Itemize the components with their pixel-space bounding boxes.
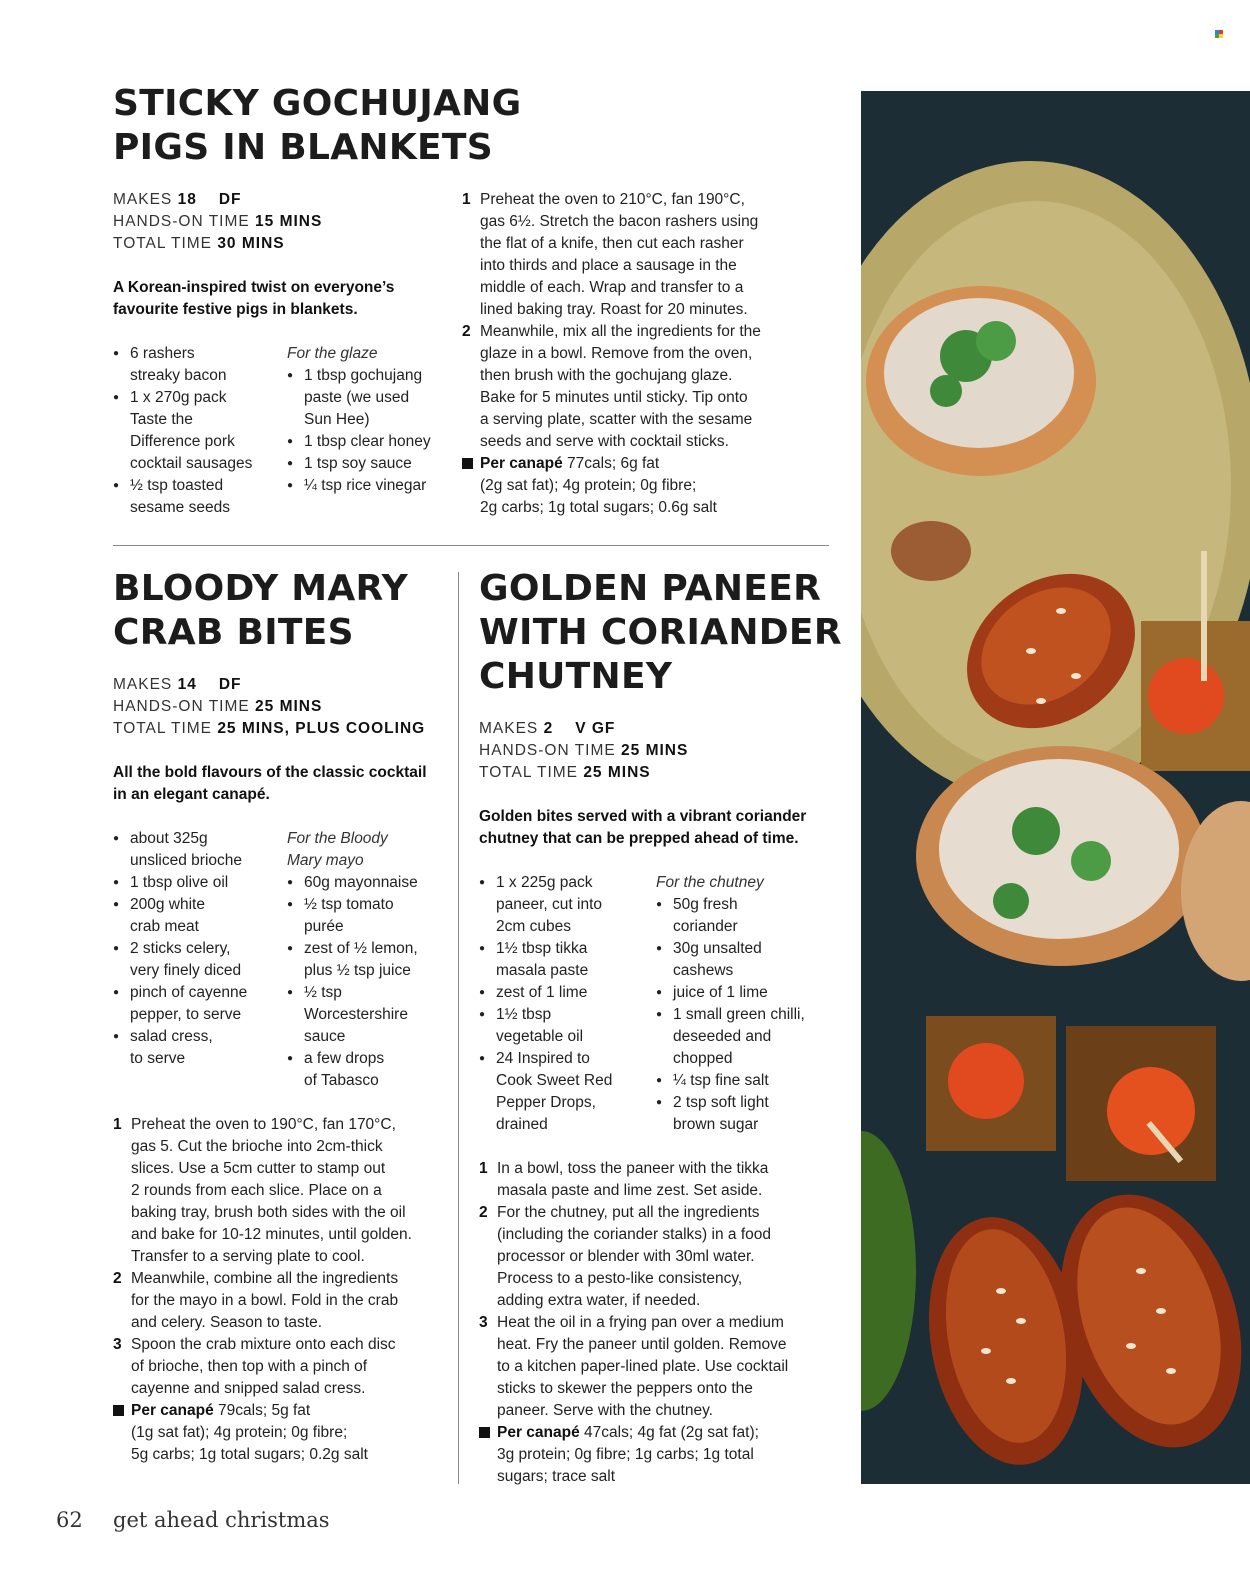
nutrition-info: Per canapé 79cals; 5g fat (1g sat fat); 4g protein; 0g fibre; 5g carbs; 1g total sugars; 0.2g salt bbox=[113, 1400, 453, 1466]
method-step: 1 Preheat the oven to 210°C, fan 190°C, gas 6½. Stretch the bacon rashers using the flat of a knife, then cut each rasher into thirds and place a sausage in the middle of each. Wrap and transfer to a lined baking tray. Roast for 20 minutes. bbox=[462, 191, 759, 318]
recipe3-title-line2: WITH CORIANDER bbox=[479, 612, 842, 653]
recipe1-title-line1: STICKY GOCHUJANG bbox=[113, 83, 522, 124]
recipe1-title-line2: PIGS IN BLANKETS bbox=[113, 127, 493, 168]
hands-on-label: HANDS-ON TIME bbox=[113, 698, 250, 715]
recipe2-title bbox=[113, 567, 408, 655]
makes-value: 14 bbox=[177, 676, 197, 693]
column-divider bbox=[458, 572, 459, 1484]
hands-on-label: HANDS-ON TIME bbox=[113, 213, 250, 230]
ingredient-item: ● 60g mayonnaise bbox=[287, 872, 452, 894]
recipe3-method bbox=[479, 1158, 849, 1488]
recipe3-ingredients bbox=[479, 872, 651, 1136]
ingredient-item: ● 1 tbsp olive oil bbox=[113, 872, 283, 894]
square-bullet-icon bbox=[479, 1427, 490, 1438]
total-time-label: TOTAL TIME bbox=[113, 720, 212, 737]
hands-on-value: 15 MINS bbox=[255, 213, 323, 230]
ingredient-item: ● pinch of cayenne pepper, to serve bbox=[113, 982, 283, 1026]
ingredient-item: ● 1½ tbsp vegetable oil bbox=[479, 1004, 651, 1048]
intro-line: All the bold flavours of the classic cocktail bbox=[113, 764, 427, 781]
ingredient-item: ● 200g white crab meat bbox=[113, 894, 283, 938]
hands-on-value: 25 MINS bbox=[255, 698, 323, 715]
ingredient-item: ● 50g fresh coriander bbox=[656, 894, 836, 938]
hands-on-label: HANDS-ON TIME bbox=[479, 742, 616, 759]
method-step: 2 Meanwhile, mix all the ingredients for the glaze in a bowl. Remove from the oven, then brush with the gochujang glaze. Bake for 5 minutes until sticky. Tip onto a serving plate, scatter with the sesame seeds and serve with cocktail sticks. bbox=[462, 323, 761, 450]
recipe3-title bbox=[479, 567, 842, 699]
ingredient-item: ● 1 x 225g pack paneer, cut into 2cm cubes bbox=[479, 872, 651, 938]
nutrition-info: Per canapé 47cals; 4g fat (2g sat fat); 3g protein; 0g fibre; 1g carbs; 1g total sugars; trace salt bbox=[479, 1422, 849, 1488]
intro-line: A Korean-inspired twist on everyone’s bbox=[113, 279, 395, 296]
recipe1-intro bbox=[113, 277, 394, 321]
method-step: 3 Heat the oil in a frying pan over a medium heat. Fry the paneer until golden. Remove to a kitchen paper-lined plate. Use cocktail sticks to skewer the peppers onto the paneer. Serve with the chutney. bbox=[479, 1314, 789, 1419]
ingredient-item: ● ¼ tsp rice vinegar bbox=[287, 475, 452, 497]
recipe2-intro bbox=[113, 762, 427, 806]
ingredient-item: ● a few drops of Tabasco bbox=[287, 1048, 452, 1092]
ingredient-item: ● 1 tbsp gochujang paste (we used Sun Hee) bbox=[287, 365, 452, 431]
total-time-label: TOTAL TIME bbox=[479, 764, 578, 781]
ingredient-item: ● salad cress, to serve bbox=[113, 1026, 283, 1070]
chutney-heading: For the chutney bbox=[656, 874, 764, 891]
ingredient-item: ● 1 small green chilli, deseeded and chopped bbox=[656, 1004, 836, 1070]
ingredient-item: ● 30g unsalted cashews bbox=[656, 938, 836, 982]
ingredient-item: ● ¼ tsp fine salt bbox=[656, 1070, 836, 1092]
recipe1-ingredients bbox=[113, 343, 283, 519]
ingredient-item: ● 2 sticks celery, very finely diced bbox=[113, 938, 283, 982]
ingredient-item: ● 1 tsp soy sauce bbox=[287, 453, 452, 475]
page-number: 62 bbox=[56, 1508, 83, 1532]
recipe1-glaze bbox=[287, 343, 452, 497]
section-title: get ahead christmas bbox=[113, 1508, 330, 1532]
nutrition-info: Per canapé 77cals; 6g fat (2g sat fat); 4g protein; 0g fibre; 2g carbs; 1g total sugars; 0.6g salt bbox=[462, 453, 842, 519]
registration-mark-icon bbox=[1215, 30, 1223, 38]
makes-value: 2 bbox=[543, 720, 554, 737]
ingredient-item: ● about 325g unsliced brioche bbox=[113, 828, 283, 872]
recipe3-chutney bbox=[656, 872, 836, 1136]
total-time-value: 25 MINS bbox=[583, 764, 651, 781]
recipe2-method bbox=[113, 1114, 453, 1466]
intro-line: in an elegant canapé. bbox=[113, 786, 270, 803]
makes-label: MAKES bbox=[479, 720, 539, 737]
ingredient-item: ● 24 Inspired to Cook Sweet Red Pepper Drops, drained bbox=[479, 1048, 651, 1136]
recipe1-title bbox=[113, 82, 521, 170]
recipe2-mayo bbox=[287, 828, 452, 1092]
ingredient-item: ● zest of 1 lime bbox=[479, 982, 651, 1004]
recipe2-ingredients bbox=[113, 828, 283, 1070]
makes-value: 18 bbox=[177, 191, 197, 208]
mayo-heading: For the Bloody Mary mayo bbox=[287, 830, 388, 869]
section-divider bbox=[113, 545, 829, 546]
diet-tag: DF bbox=[218, 676, 242, 693]
method-step: 1 Preheat the oven to 190°C, fan 170°C, gas 5. Cut the brioche into 2cm-thick slices. Use a 5cm cutter to stamp out 2 rounds from each slice. Place on a baking tray, brush both sides with the oil and bake for 10-12 minutes, until golden. Transfer to a serving plate to cool. bbox=[113, 1116, 412, 1265]
hands-on-value: 25 MINS bbox=[621, 742, 689, 759]
ingredient-item: ● ½ tsp toasted sesame seeds bbox=[113, 475, 283, 519]
recipe2-title-line2: CRAB BITES bbox=[113, 612, 354, 653]
makes-label: MAKES bbox=[113, 676, 173, 693]
food-photo bbox=[861, 91, 1250, 1484]
recipe3-title-line1: GOLDEN PANEER bbox=[479, 568, 822, 609]
method-step: 2 Meanwhile, combine all the ingredients for the mayo in a bowl. Fold in the crab and celery. Season to taste. bbox=[113, 1270, 399, 1331]
recipe3-meta bbox=[479, 718, 688, 784]
ingredient-item: ● zest of ½ lemon, plus ½ tsp juice bbox=[287, 938, 452, 982]
square-bullet-icon bbox=[462, 458, 473, 469]
ingredient-item: ● 1 tbsp clear honey bbox=[287, 431, 452, 453]
ingredient-item: ● juice of 1 lime bbox=[656, 982, 836, 1004]
recipe1-meta bbox=[113, 189, 322, 255]
intro-line: Golden bites served with a vibrant coriander bbox=[479, 808, 807, 825]
recipe3-intro bbox=[479, 806, 806, 850]
method-step: 3 Spoon the crab mixture onto each disc of brioche, then top with a pinch of cayenne and snipped salad cress. bbox=[113, 1336, 396, 1397]
method-step: 1 In a bowl, toss the paneer with the tikka masala paste and lime zest. Set aside. bbox=[479, 1160, 769, 1199]
glaze-heading: For the glaze bbox=[287, 345, 378, 362]
ingredient-item: ● 6 rashers streaky bacon bbox=[113, 343, 283, 387]
intro-line: chutney that can be prepped ahead of time. bbox=[479, 830, 799, 847]
ingredient-item: ● 2 tsp soft light brown sugar bbox=[656, 1092, 836, 1136]
recipe1-method bbox=[462, 189, 842, 519]
total-time-value: 25 MINS, PLUS COOLING bbox=[217, 720, 426, 737]
total-time-value: 30 MINS bbox=[217, 235, 285, 252]
total-time-label: TOTAL TIME bbox=[113, 235, 212, 252]
ingredient-item: ● ½ tsp tomato purée bbox=[287, 894, 452, 938]
method-step: 2 For the chutney, put all the ingredients (including the coriander stalks) in a food processor or blender with 30ml water. Process to a pesto-like consistency, adding extra water, if needed. bbox=[479, 1204, 771, 1309]
intro-line: favourite festive pigs in blankets. bbox=[113, 301, 358, 318]
recipe3-title-line3: CHUTNEY bbox=[479, 656, 673, 697]
recipe2-title-line1: BLOODY MARY bbox=[113, 568, 408, 609]
ingredient-item: ● 1½ tbsp tikka masala paste bbox=[479, 938, 651, 982]
makes-label: MAKES bbox=[113, 191, 173, 208]
square-bullet-icon bbox=[113, 1405, 124, 1416]
ingredient-item: ● 1 x 270g pack Taste the Difference pork cocktail sausages bbox=[113, 387, 283, 475]
ingredient-item: ● ½ tsp Worcestershire sauce bbox=[287, 982, 452, 1048]
diet-tag: V GF bbox=[575, 720, 616, 737]
diet-tag: DF bbox=[218, 191, 242, 208]
recipe2-meta bbox=[113, 674, 425, 740]
